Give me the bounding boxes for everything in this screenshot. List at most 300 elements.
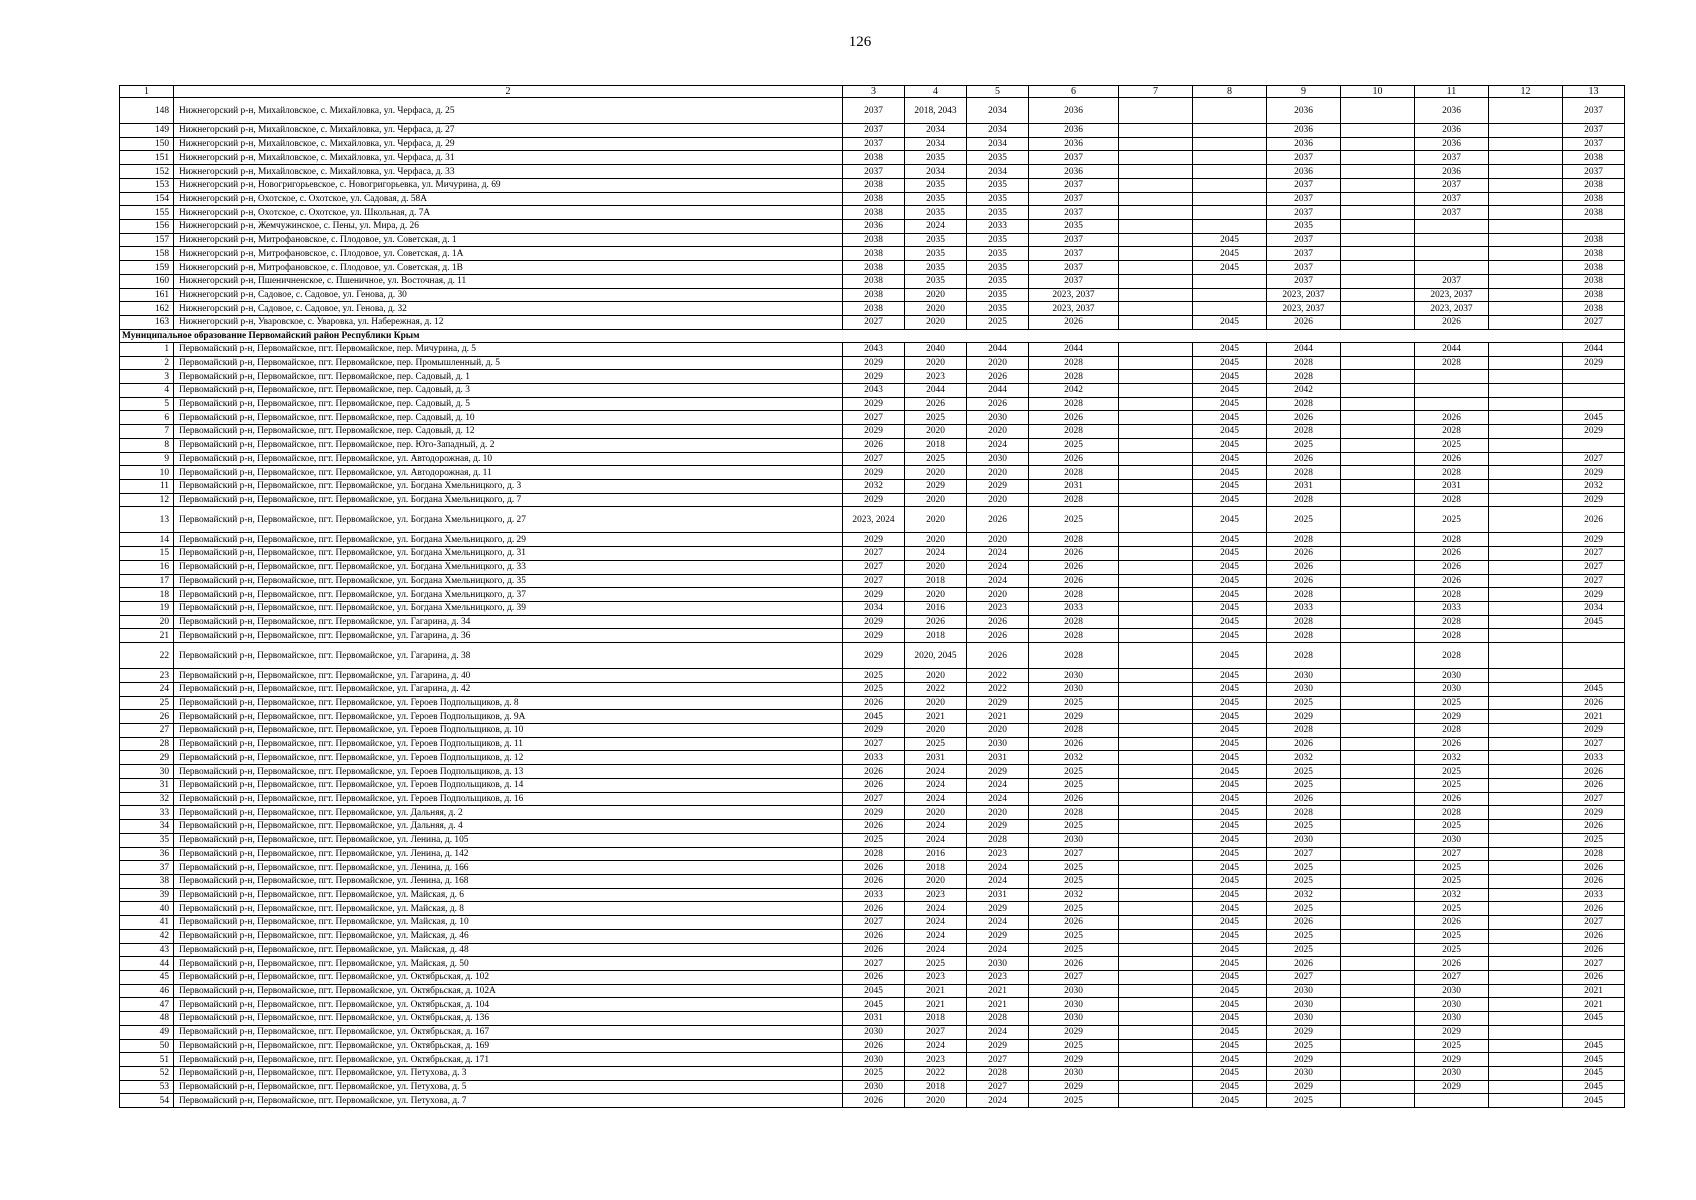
year-cell: 2037	[1267, 192, 1341, 206]
address-cell: Первомайский р-н, Первомайское, пгт. Первомайское, ул. Октябрьская, д. 169	[174, 1039, 843, 1053]
year-cell: 2021	[967, 984, 1029, 998]
table-row	[120, 288, 1625, 302]
year-cell	[1119, 1067, 1193, 1081]
table-row	[120, 493, 1625, 507]
year-cell: 2045	[1193, 806, 1267, 820]
year-cell: 2026	[1029, 547, 1119, 561]
year-cell: 2026	[843, 765, 905, 779]
year-cell	[1341, 669, 1415, 683]
year-cell: 2045	[1193, 888, 1267, 902]
year-cell	[1119, 452, 1193, 466]
year-cell: 2045	[1193, 970, 1267, 984]
year-cell: 2033	[1029, 602, 1119, 616]
year-cell: 2037	[1415, 274, 1489, 288]
year-cell: 2045	[1193, 765, 1267, 779]
year-cell: 2030	[1029, 1067, 1119, 1081]
year-cell	[1489, 1067, 1563, 1081]
year-cell: 2030	[967, 452, 1029, 466]
table-row	[120, 397, 1625, 411]
year-cell: 2021	[1563, 710, 1625, 724]
year-cell	[1489, 602, 1563, 616]
year-cell: 2026	[843, 1094, 905, 1108]
year-cell	[1489, 274, 1563, 288]
year-cell	[1341, 411, 1415, 425]
year-cell: 2045	[1193, 643, 1267, 669]
address-cell: Первомайский р-н, Первомайское, пгт. Первомайское, пер. Садовый, д. 1	[174, 370, 843, 384]
year-cell	[1563, 1025, 1625, 1039]
year-cell	[1489, 1039, 1563, 1053]
year-cell: 2026	[843, 943, 905, 957]
year-cell: 2038	[843, 261, 905, 275]
year-cell	[1119, 984, 1193, 998]
table-row	[120, 1094, 1625, 1108]
year-cell: 2045	[1193, 737, 1267, 751]
row-number: 159	[120, 261, 174, 275]
address-cell: Первомайский р-н, Первомайское, пгт. Первомайское, ул. Богдана Хмельницкого, д. 3	[174, 479, 843, 493]
year-cell	[1119, 383, 1193, 397]
row-number: 154	[120, 192, 174, 206]
year-cell: 2025	[1267, 902, 1341, 916]
year-cell: 2026	[843, 696, 905, 710]
address-cell: Первомайский р-н, Первомайское, пгт. Первомайское, ул. Героев Подпольщиков, д. 16	[174, 792, 843, 806]
year-cell: 2045	[1193, 342, 1267, 356]
year-cell: 2035	[905, 274, 967, 288]
year-cell: 2033	[967, 220, 1029, 234]
year-cell	[1489, 998, 1563, 1012]
year-cell	[1489, 178, 1563, 192]
table-row	[120, 220, 1625, 234]
year-cell	[1119, 438, 1193, 452]
row-number: 155	[120, 206, 174, 220]
table-row	[120, 615, 1625, 629]
year-cell: 2020	[967, 356, 1029, 370]
year-cell	[1489, 929, 1563, 943]
year-cell	[1119, 957, 1193, 971]
year-cell	[1119, 370, 1193, 384]
year-cell: 2037	[1563, 98, 1625, 124]
year-cell: 2025	[1029, 1094, 1119, 1108]
year-cell: 2026	[905, 615, 967, 629]
address-cell: Первомайский р-н, Первомайское, пгт. Первомайское, ул. Богдана Хмельницкого, д. 39	[174, 602, 843, 616]
year-cell: 2020	[967, 588, 1029, 602]
year-cell: 2030	[967, 737, 1029, 751]
year-cell	[1489, 957, 1563, 971]
year-cell: 2037	[1029, 192, 1119, 206]
year-cell: 2026	[1029, 957, 1119, 971]
table-row	[120, 560, 1625, 574]
year-cell: 2045	[1193, 560, 1267, 574]
year-cell: 2025	[843, 669, 905, 683]
year-cell	[1119, 574, 1193, 588]
year-cell	[1341, 888, 1415, 902]
year-cell: 2020	[905, 493, 967, 507]
year-cell: 2035	[967, 288, 1029, 302]
year-cell: 2045	[843, 710, 905, 724]
year-cell: 2027	[843, 737, 905, 751]
address-cell: Первомайский р-н, Первомайское, пгт. Первомайское, ул. Петухова, д. 7	[174, 1094, 843, 1108]
year-cell: 2025	[1029, 778, 1119, 792]
row-number: 150	[120, 137, 174, 151]
year-cell	[1489, 425, 1563, 439]
year-cell	[1341, 247, 1415, 261]
year-cell	[1341, 560, 1415, 574]
year-cell: 2024	[967, 1094, 1029, 1108]
year-cell: 2020	[905, 806, 967, 820]
row-number: 15	[120, 547, 174, 561]
year-cell: 2036	[843, 220, 905, 234]
year-cell: 2037	[1029, 247, 1119, 261]
year-cell	[1341, 370, 1415, 384]
year-cell: 2026	[1563, 970, 1625, 984]
table-row	[120, 1025, 1625, 1039]
year-cell: 2023	[967, 847, 1029, 861]
year-cell	[1341, 970, 1415, 984]
year-cell	[1489, 493, 1563, 507]
row-number: 151	[120, 151, 174, 165]
year-cell	[1341, 696, 1415, 710]
year-cell: 2029	[1563, 588, 1625, 602]
year-cell	[1489, 507, 1563, 533]
year-cell: 2026	[1415, 574, 1489, 588]
year-cell: 2032	[1267, 888, 1341, 902]
year-cell: 2020, 2045	[905, 643, 967, 669]
year-cell: 2022	[905, 682, 967, 696]
table-row	[120, 957, 1625, 971]
row-number: 38	[120, 874, 174, 888]
table-row	[120, 792, 1625, 806]
year-cell	[1341, 288, 1415, 302]
year-cell: 2023	[905, 1053, 967, 1067]
year-cell	[1489, 438, 1563, 452]
address-cell: Первомайский р-н, Первомайское, пгт. Первомайское, ул. Богдана Хмельницкого, д. 31	[174, 547, 843, 561]
table-body	[120, 86, 1625, 1108]
year-cell: 2028	[1029, 724, 1119, 738]
year-cell	[1415, 220, 1489, 234]
year-cell	[1119, 493, 1193, 507]
year-cell	[1119, 998, 1193, 1012]
year-cell: 2038	[1563, 178, 1625, 192]
year-cell: 2026	[1563, 861, 1625, 875]
year-cell: 2037	[1415, 151, 1489, 165]
row-number: 149	[120, 124, 174, 138]
year-cell: 2036	[1267, 98, 1341, 124]
year-cell	[1119, 669, 1193, 683]
year-cell: 2045	[1193, 356, 1267, 370]
year-cell	[1341, 220, 1415, 234]
year-cell	[1119, 833, 1193, 847]
year-cell	[1119, 765, 1193, 779]
year-cell	[1489, 737, 1563, 751]
year-cell	[1489, 970, 1563, 984]
address-cell: Первомайский р-н, Первомайское, пгт. Первомайское, ул. Ленина, д. 168	[174, 874, 843, 888]
year-cell: 2029	[843, 397, 905, 411]
year-cell: 2030	[1029, 1012, 1119, 1026]
year-cell: 2021	[905, 984, 967, 998]
year-cell: 2035	[905, 261, 967, 275]
year-cell: 2028	[1415, 629, 1489, 643]
year-cell: 2028	[1415, 588, 1489, 602]
year-cell	[1119, 929, 1193, 943]
year-cell: 2045	[1563, 1039, 1625, 1053]
year-cell: 2032	[1563, 479, 1625, 493]
table-row	[120, 588, 1625, 602]
year-cell: 2028	[1029, 356, 1119, 370]
year-cell: 2045	[1193, 411, 1267, 425]
year-cell: 2018	[905, 1012, 967, 1026]
year-cell: 2045	[1193, 615, 1267, 629]
table-row	[120, 643, 1625, 669]
year-cell: 2024	[905, 916, 967, 930]
year-cell: 2023	[905, 370, 967, 384]
address-cell: Нижнегорский р-н, Митрофановское, с. Плодовое, ул. Советская, д. 1А	[174, 247, 843, 261]
year-cell	[1119, 316, 1193, 330]
year-cell: 2035	[967, 151, 1029, 165]
year-cell: 2026	[1267, 547, 1341, 561]
year-cell: 2045	[1193, 233, 1267, 247]
year-cell: 2037	[1563, 137, 1625, 151]
year-cell: 2037	[1029, 151, 1119, 165]
year-cell: 2025	[1415, 902, 1489, 916]
year-cell	[1341, 479, 1415, 493]
table-row	[120, 682, 1625, 696]
year-cell: 2045	[1193, 261, 1267, 275]
year-cell: 2045	[1193, 370, 1267, 384]
address-cell: Нижнегорский р-н, Митрофановское, с. Плодовое, ул. Советская, д. 1В	[174, 261, 843, 275]
year-cell	[1119, 560, 1193, 574]
year-cell: 2026	[843, 778, 905, 792]
year-cell	[1489, 1025, 1563, 1039]
year-cell: 2045	[843, 984, 905, 998]
year-cell: 2045	[1193, 998, 1267, 1012]
row-number: 34	[120, 820, 174, 834]
year-cell: 2026	[1415, 547, 1489, 561]
year-cell: 2045	[1193, 479, 1267, 493]
year-cell	[1489, 615, 1563, 629]
year-cell: 2024	[967, 916, 1029, 930]
year-cell: 2028	[1415, 724, 1489, 738]
year-cell: 2044	[1267, 342, 1341, 356]
year-cell: 2037	[1267, 178, 1341, 192]
year-cell: 2045	[1193, 547, 1267, 561]
year-cell: 2022	[967, 669, 1029, 683]
address-cell: Первомайский р-н, Первомайское, пгт. Первомайское, ул. Майская, д. 48	[174, 943, 843, 957]
year-cell	[1119, 356, 1193, 370]
year-cell: 2038	[843, 302, 905, 316]
year-cell: 2032	[1415, 751, 1489, 765]
year-cell: 2023	[967, 602, 1029, 616]
year-cell: 2029	[1029, 1025, 1119, 1039]
row-number: 41	[120, 916, 174, 930]
year-cell: 2026	[843, 820, 905, 834]
year-cell: 2024	[967, 1025, 1029, 1039]
year-cell: 2020	[905, 316, 967, 330]
year-cell: 2020	[905, 533, 967, 547]
row-number: 160	[120, 274, 174, 288]
year-cell	[1489, 778, 1563, 792]
table-row	[120, 165, 1625, 179]
year-cell: 2034	[843, 602, 905, 616]
address-cell: Нижнегорский р-н, Митрофановское, с. Плодовое, ул. Советская, д. 1	[174, 233, 843, 247]
year-cell: 2037	[843, 98, 905, 124]
year-cell: 2045	[843, 998, 905, 1012]
year-cell: 2045	[1193, 247, 1267, 261]
year-cell	[1341, 615, 1415, 629]
year-cell	[1119, 178, 1193, 192]
row-number: 44	[120, 957, 174, 971]
table-row	[120, 1053, 1625, 1067]
year-cell	[1563, 370, 1625, 384]
year-cell: 2026	[1267, 737, 1341, 751]
year-cell: 2045	[1193, 902, 1267, 916]
year-cell	[1489, 874, 1563, 888]
year-cell: 2023, 2037	[1267, 302, 1341, 316]
year-cell	[1563, 669, 1625, 683]
row-number: 30	[120, 765, 174, 779]
year-cell: 2025	[1029, 943, 1119, 957]
address-cell: Первомайский р-н, Первомайское, пгт. Первомайское, ул. Гагарина, д. 38	[174, 643, 843, 669]
year-cell: 2021	[1563, 984, 1625, 998]
year-cell	[1489, 943, 1563, 957]
year-cell: 2030	[1267, 998, 1341, 1012]
year-cell	[1341, 588, 1415, 602]
year-cell: 2027	[1029, 847, 1119, 861]
year-cell: 2043	[843, 342, 905, 356]
row-number: 156	[120, 220, 174, 234]
year-cell	[1489, 696, 1563, 710]
year-cell: 2029	[967, 820, 1029, 834]
year-cell: 2029	[1267, 710, 1341, 724]
year-cell: 2028	[967, 1012, 1029, 1026]
year-cell: 2027	[843, 957, 905, 971]
year-cell	[1489, 206, 1563, 220]
year-cell	[1563, 629, 1625, 643]
year-cell: 2028	[1267, 493, 1341, 507]
year-cell: 2025	[1415, 778, 1489, 792]
year-cell	[1119, 547, 1193, 561]
address-cell: Первомайский р-н, Первомайское, пгт. Первомайское, ул. Ленина, д. 105	[174, 833, 843, 847]
year-cell	[1119, 806, 1193, 820]
year-cell: 2045	[1193, 507, 1267, 533]
row-number: 158	[120, 247, 174, 261]
row-number: 12	[120, 493, 174, 507]
year-cell	[1341, 178, 1415, 192]
table-row	[120, 847, 1625, 861]
year-cell: 2045	[1193, 588, 1267, 602]
year-cell: 2030	[1415, 998, 1489, 1012]
address-cell: Первомайский р-н, Первомайское, пгт. Первомайское, ул. Гагарина, д. 34	[174, 615, 843, 629]
table-row	[120, 806, 1625, 820]
year-cell: 2026	[1267, 574, 1341, 588]
year-cell	[1489, 902, 1563, 916]
year-cell: 2028	[1415, 615, 1489, 629]
year-cell	[1415, 247, 1489, 261]
year-cell	[1415, 370, 1489, 384]
year-cell: 2031	[1029, 479, 1119, 493]
year-cell: 2029	[1563, 724, 1625, 738]
table-row	[120, 383, 1625, 397]
year-cell: 2036	[1267, 137, 1341, 151]
year-cell	[1489, 165, 1563, 179]
year-cell: 2029	[1563, 533, 1625, 547]
year-cell	[1489, 124, 1563, 138]
year-cell	[1341, 316, 1415, 330]
year-cell: 2045	[1563, 1067, 1625, 1081]
year-cell	[1119, 696, 1193, 710]
address-cell: Первомайский р-н, Первомайское, пгт. Первомайское, ул. Богдана Хмельницкого, д. 27	[174, 507, 843, 533]
address-cell: Первомайский р-н, Первомайское, пгт. Первомайское, ул. Октябрьская, д. 171	[174, 1053, 843, 1067]
year-cell: 2045	[1193, 383, 1267, 397]
col-header: 9	[1267, 86, 1341, 98]
year-cell: 2025	[1267, 765, 1341, 779]
year-cell	[1341, 507, 1415, 533]
year-cell: 2025	[1267, 874, 1341, 888]
year-cell	[1341, 192, 1415, 206]
year-cell: 2036	[1029, 137, 1119, 151]
address-cell: Первомайский р-н, Первомайское, пгт. Первомайское, ул. Автодорожная, д. 11	[174, 466, 843, 480]
year-cell	[1119, 233, 1193, 247]
year-cell: 2036	[1415, 98, 1489, 124]
year-cell: 2026	[1563, 902, 1625, 916]
year-cell: 2045	[1563, 682, 1625, 696]
year-cell: 2021	[1563, 998, 1625, 1012]
year-cell	[1119, 943, 1193, 957]
year-cell: 2025	[1029, 874, 1119, 888]
year-cell: 2025	[1563, 833, 1625, 847]
year-cell: 2034	[967, 165, 1029, 179]
row-number: 36	[120, 847, 174, 861]
year-cell	[1119, 192, 1193, 206]
row-number: 2	[120, 356, 174, 370]
address-cell: Первомайский р-н, Первомайское, пгт. Первомайское, ул. Майская, д. 46	[174, 929, 843, 943]
year-cell: 2020	[905, 288, 967, 302]
year-cell: 2026	[1267, 957, 1341, 971]
address-cell: Первомайский р-н, Первомайское, пгт. Первомайское, ул. Автодорожная, д. 10	[174, 452, 843, 466]
year-cell: 2029	[843, 533, 905, 547]
year-cell: 2030	[1415, 833, 1489, 847]
table-row	[120, 916, 1625, 930]
address-cell: Первомайский р-н, Первомайское, пгт. Первомайское, ул. Майская, д. 6	[174, 888, 843, 902]
year-cell: 2037	[1029, 233, 1119, 247]
year-cell	[1119, 970, 1193, 984]
year-cell	[1193, 220, 1267, 234]
year-cell: 2026	[1029, 737, 1119, 751]
address-cell: Первомайский р-н, Первомайское, пгт. Первомайское, ул. Дальняя, д. 2	[174, 806, 843, 820]
year-cell: 2029	[843, 724, 905, 738]
year-cell: 2027	[967, 1053, 1029, 1067]
register-table	[119, 85, 1625, 1108]
year-cell: 2044	[1415, 342, 1489, 356]
year-cell: 2034	[905, 124, 967, 138]
year-cell: 2030	[1267, 1012, 1341, 1026]
year-cell: 2045	[1193, 574, 1267, 588]
year-cell	[1489, 669, 1563, 683]
year-cell: 2026	[1563, 929, 1625, 943]
year-cell: 2028	[1415, 493, 1489, 507]
year-cell	[1119, 507, 1193, 533]
year-cell: 2030	[1267, 682, 1341, 696]
year-cell: 2038	[1563, 274, 1625, 288]
year-cell	[1489, 560, 1563, 574]
address-cell: Первомайский р-н, Первомайское, пгт. Первомайское, ул. Октябрьская, д. 102А	[174, 984, 843, 998]
year-cell: 2025	[843, 682, 905, 696]
year-cell: 2045	[1193, 833, 1267, 847]
year-cell: 2035	[967, 192, 1029, 206]
row-number: 28	[120, 737, 174, 751]
year-cell	[1341, 274, 1415, 288]
year-cell: 2029	[967, 929, 1029, 943]
row-number: 27	[120, 724, 174, 738]
year-cell: 2018, 2043	[905, 98, 967, 124]
